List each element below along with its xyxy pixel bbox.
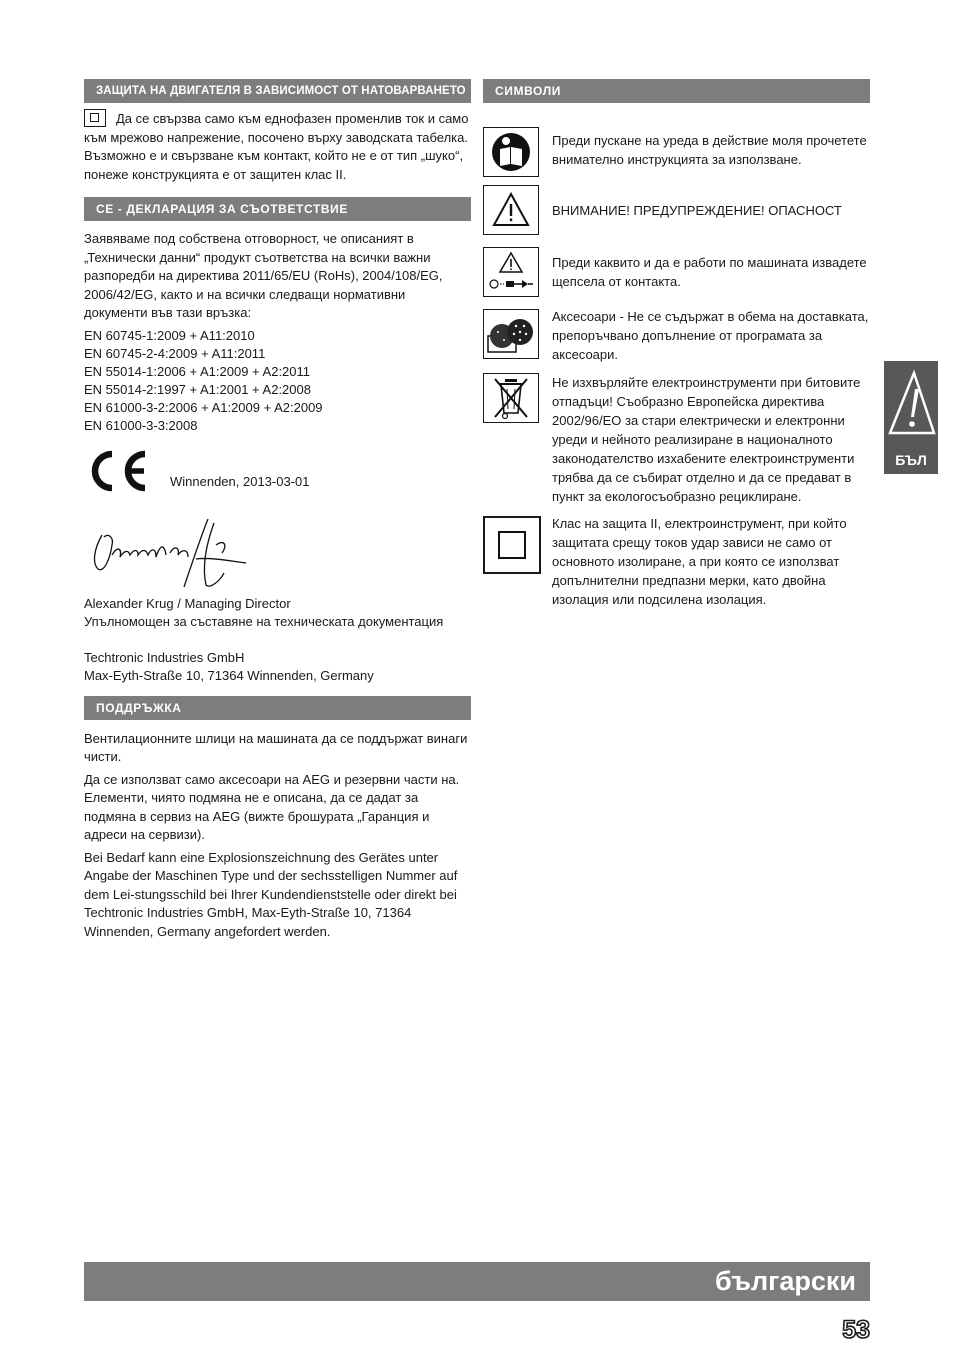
class-ii-icon [483,516,541,574]
standard-item: EN 55014-2:1997 + A1:2001 + A2:2008 [84,381,311,397]
language-side-tab [884,361,938,474]
maintenance-heading: ПОДДРЪЖКА [84,696,471,720]
maintenance-paragraph: Bei Bedarf kann eine Explosionszeichnung des Gerätes unter Angabe der Maschinen Type und der sechsstelligen Nummer auf dem Lei-stungsschild bei Ihrer Kundendienststelle oder direkt bei Techtronic Industries GmbH, Max-Eyth-Straße 10, 71364 Winnenden, Germany angefordert werden. [84,849,458,939]
motor-protection-heading: ЗАЩИТА НА ДВИГАТЕЛЯ В ЗАВИСИМОСТ ОТ НАТОВАРВАНЕТО [84,79,471,103]
maintenance-paragraph: Да се използват само аксесоари на AEG и резервни части на. Елементи, чиято подмяна не е описана, да се дадат за подмяна в сервиз на AEG (вижте брошурата „Гаранция и адреси на сервизи). [84,771,460,842]
symbol-row [483,247,870,303]
signer-name: Alexander Krug / Managing Director [84,595,291,611]
standard-item: EN 61000-3-2:2006 + A1:2009 + A2:2009 [84,399,323,415]
place-date: Winnenden, 2013-03-01 [170,473,310,489]
footer-language-bar [84,1262,870,1301]
symbol-text: Аксесоари - Не се съдържат в обема на доставката, препоръчвано допълнение от програмата за аксесоари. [552,309,869,362]
double-insulation-icon [84,109,106,127]
authorized-text: Упълномощен за съставяне на техническата документация [84,614,444,629]
maintenance-paragraph: Вентилационните шлици на машината да се поддържат винаги чисти. [84,730,468,764]
standard-item: EN 55014-1:2006 + A1:2009 + A2:2011 [84,363,311,379]
symbol-row [483,514,870,609]
motor-protection-section [84,109,471,184]
ce-declaration-section [84,230,471,686]
ce-mark-row [84,449,471,505]
warning-exclamation-icon [884,367,938,447]
footer-language: български [714,1266,856,1296]
weee-bin-icon [483,373,539,423]
standards-list [84,327,471,435]
accessories-icon [483,309,539,359]
symbol-row [483,307,870,367]
symbol-text: Преди каквито и да е работи по машината извадете щепсела от контакта. [552,255,867,289]
unplug-warning-icon [483,247,539,297]
symbols-heading: СИМВОЛИ [483,79,870,103]
signature [88,515,258,591]
standard-item: EN 61000-3-3:2008 [84,417,198,433]
symbol-row [483,127,870,179]
standard-item: EN 60745-1:2009 + A11:2010 [84,327,255,343]
symbol-text: Преди пускане на уреда в действие моля прочетете внимателно инструкцията за използване. [552,133,867,167]
maintenance-section [84,730,471,942]
ce-declaration-heading: CE - ДЕКЛАРАЦИЯ ЗА СЪОТВЕТСТВИЕ [84,197,471,221]
left-column [84,79,471,945]
company-name: Techtronic Industries GmbH [84,649,245,665]
warning-triangle-icon [483,185,539,235]
symbol-text: Не изхвърляйте електроинструменти при битовите отпадъци! Съобразно Европейска директива 2002/96/ЕО за стари електрически и електронни уреди и нейното реализиране в националното законодателство изхабените електроинструменти трябва да се събират отделно и да се предават в пункт за екологосъобразно рециклиране. [552,375,861,504]
standard-item: EN 60745-2-4:2009 + A11:2011 [84,345,266,361]
right-column [483,79,870,609]
ce-mark-icon [86,449,150,493]
symbol-row [483,373,870,506]
symbol-row [483,185,870,241]
symbol-text: ВНИМАНИЕ! ПРЕДУПРЕЖДЕНИЕ! ОПАСНОСТ [552,203,842,218]
motor-protection-text: Да се свързва само към еднофазен променлив ток и само към мрежово напрежение, посочено върху заводската табелка. Възможно е и свързване към контакт, който не е от тип „шуко“, понеже конструкцията е от защитен клас II. [84,111,469,182]
read-manual-icon [483,127,539,177]
ce-declaration-text: Заявяваме под собствена отговорност, че описаният в „Технически данни“ продукт съответства на всички важни разпоредби на директива 2011/65/EU (RoHs), 2004/108/EG, 2006/42/EG, както и на всички следващи нормативни документи във тази връзка: [84,231,443,320]
symbol-text: Клас на защита II, електроинструмент, при който защитата срещу токов удар зависи не само от основното изолиране, а при която се използват допълнителни предпазни мерки, като двойна изолация или подсилена изолация. [552,516,847,607]
side-tab-label: БЪЛ [895,452,927,468]
page-number: 53 [842,1316,870,1344]
company-address: Max-Eyth-Straße 10, 71364 Winnenden, Germany [84,668,374,683]
